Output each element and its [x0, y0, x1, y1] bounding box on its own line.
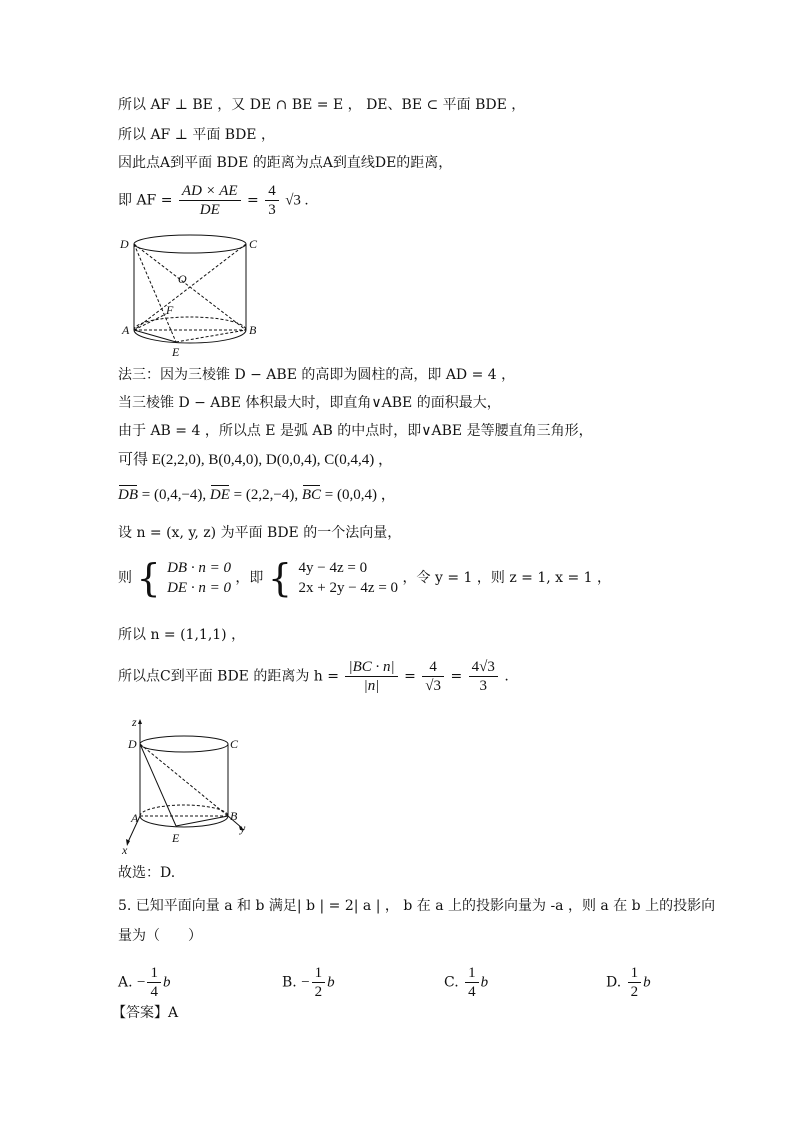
- question-5-text: 5. 已知平面向量 a 和 b 满足| b | = 2| a | ， b 在 a 上的投影向量为 -a ，则 a 在 b 上的投影向: [118, 898, 716, 914]
- fraction-denominator: 4: [150, 984, 158, 1000]
- option-fraction: [628, 964, 642, 1001]
- point-label-f: F: [166, 303, 174, 317]
- equals-sign: =: [247, 192, 259, 209]
- axis-label-x: x: [122, 843, 128, 857]
- line-af-perp-be: 所以 AF ⊥ BE ，又 DE ∩ BE = E ， DE、BE ⊂ 平面 BDE ，: [118, 97, 526, 113]
- option-d[interactable]: [606, 964, 651, 1001]
- option-vector: b: [480, 974, 489, 991]
- fraction-numerator: 4√3: [469, 658, 498, 677]
- fraction-denominator: |n|: [363, 678, 380, 694]
- point-label-c: C: [249, 237, 258, 251]
- point-label-b: B: [230, 809, 238, 823]
- option-label: B.: [282, 974, 297, 991]
- system-middle: ，即: [235, 570, 264, 586]
- line-vectors: [118, 485, 396, 505]
- equals-sign: =: [450, 668, 463, 685]
- point-label-a: A: [131, 811, 139, 825]
- left-brace: {: [136, 556, 161, 600]
- system-suffix: ，令 y = 1 ，则 z = 1, x = 1 ，: [402, 570, 612, 586]
- fraction-numerator: 1: [312, 964, 326, 983]
- option-vector: b: [643, 974, 651, 991]
- line-midpoint-arc: 由于 AB = 4 ，所以点 E 是弧 AB 的中点时，即∨ABE 是等腰直角三角形，: [118, 423, 593, 439]
- option-vector: b: [162, 974, 171, 991]
- line-af-formula: [118, 182, 308, 219]
- fraction-numerator: 1: [147, 964, 161, 983]
- option-vector: b: [327, 974, 335, 991]
- fraction-denominator: 4: [468, 984, 476, 1000]
- option-sign: −: [137, 974, 146, 991]
- option-fraction: [312, 964, 326, 1001]
- option-b[interactable]: [282, 964, 335, 1001]
- sqrt-three: √3 .: [285, 192, 309, 209]
- equation-de-n: DE · n = 0: [167, 580, 231, 596]
- vector-bc: BC: [301, 487, 322, 503]
- option-fraction: [465, 964, 479, 1001]
- line-choose-d: 故选：D.: [118, 865, 176, 881]
- axis-label-y: y: [240, 821, 246, 835]
- vector-db: DB: [118, 487, 138, 503]
- line-max-volume: 当三棱锥 D − ABE 体积最大时，即直角∨ABE 的面积最大，: [118, 395, 501, 411]
- fraction-four-thirds: [265, 182, 279, 219]
- option-label: C.: [444, 974, 459, 991]
- option-c[interactable]: [444, 964, 488, 1001]
- fraction-numerator: 4: [422, 658, 444, 677]
- line-normal-vector: 设 n = (x, y, z) 为平面 BDE 的一个法向量，: [118, 525, 402, 541]
- line-distance-statement: 因此点A到平面 BDE 的距离为点A到直线DE的距离，: [118, 155, 453, 171]
- cylinder-figure-2: [118, 716, 258, 858]
- option-label: D.: [606, 974, 622, 991]
- point-label-e: E: [172, 345, 180, 359]
- line-equation-system: [118, 558, 611, 598]
- vector-de-value: = (2,2,−4),: [229, 487, 302, 503]
- equation-one: 4y − 4z = 0: [298, 560, 368, 576]
- distance-prefix: 所以点C到平面 BDE 的距离为 h =: [118, 668, 339, 685]
- option-a[interactable]: [118, 964, 170, 1001]
- fraction-four-root-three: [422, 658, 444, 695]
- fraction-bc-n: [345, 658, 397, 695]
- system-prefix: 则: [118, 570, 132, 586]
- point-label-d: D: [128, 737, 137, 751]
- equation-db-n: DB · n = 0: [167, 560, 231, 576]
- line-coordinates: 可得 E(2,2,0), B(0,4,0), D(0,0,4), C(0,4,4) ，: [118, 452, 393, 468]
- fraction-numerator: AD × AE: [179, 182, 241, 201]
- fraction-denominator: DE: [199, 202, 220, 218]
- equation-two: 2x + 2y − 4z = 0: [298, 580, 399, 596]
- question-5-continued: 量为（ ）: [118, 928, 202, 944]
- point-label-a: A: [122, 323, 130, 337]
- vector-db-value: = (0,4,−4),: [138, 487, 210, 503]
- axis-label-z: z: [132, 716, 137, 729]
- fraction-result: [469, 658, 498, 695]
- fraction-denominator: 3: [268, 202, 276, 218]
- option-label: A.: [118, 974, 133, 991]
- period: .: [504, 668, 509, 685]
- fraction-numerator: |BC · n|: [345, 658, 397, 677]
- linear-system: [299, 558, 399, 598]
- fraction-numerator: 4: [265, 182, 279, 201]
- cylinder-figure-1: [118, 232, 258, 360]
- option-fraction: [147, 964, 161, 1001]
- fraction-denominator: 2: [630, 984, 639, 1000]
- fraction-numerator: 1: [628, 964, 642, 983]
- line-distance-formula: [118, 658, 509, 695]
- point-label-d: D: [120, 237, 129, 251]
- line-method-three: 法三：因为三棱锥 D − ABE 的高即为圆柱的高，即 AD = 4 ，: [118, 367, 516, 383]
- line-af-perp-plane: 所以 AF ⊥ 平面 BDE ，: [118, 127, 275, 143]
- line-normal-result: 所以 n = (1,1,1) ，: [118, 627, 246, 643]
- answer-line: 【答案】A: [112, 1005, 179, 1021]
- dot-product-system: [167, 558, 231, 598]
- vector-de: DE: [209, 487, 230, 503]
- point-label-e: E: [172, 831, 180, 845]
- left-brace: {: [267, 556, 293, 600]
- fraction-denominator: 2: [314, 984, 323, 1000]
- option-sign: −: [301, 974, 310, 991]
- fraction-denominator: √3: [425, 678, 441, 694]
- point-label-c: C: [230, 737, 239, 751]
- point-label-b: B: [249, 323, 257, 337]
- point-label-o: O: [178, 272, 187, 286]
- formula-prefix: 即 AF =: [118, 192, 173, 209]
- equals-sign: =: [404, 668, 416, 685]
- fraction-ad-ae-de: [179, 182, 241, 219]
- vector-bc-value: = (0,0,4) ，: [321, 487, 396, 503]
- fraction-numerator: 1: [465, 964, 479, 983]
- fraction-denominator: 3: [479, 678, 487, 694]
